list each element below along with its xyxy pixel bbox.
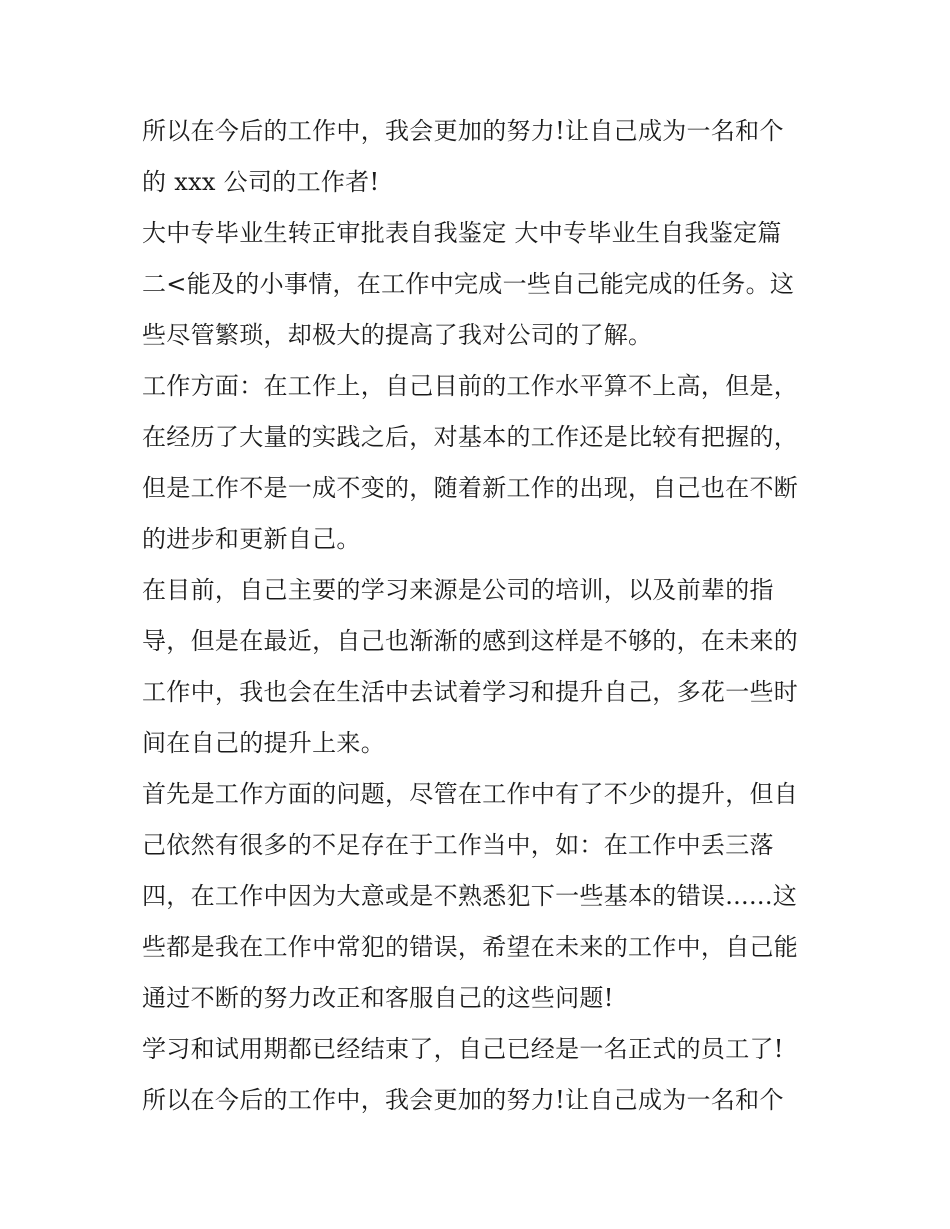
text-line: 所以在今后的工作中，我会更加的努力!让自己成为一名和个 xyxy=(142,1086,784,1114)
text-line: 的 xxx 公司的工作者! xyxy=(142,168,380,196)
text-line: 在目前，自己主要的学习来源是公司的培训，以及前辈的指 xyxy=(142,576,774,604)
text-line: 己依然有很多的不足存在于工作当中，如：在工作中丢三落 xyxy=(142,831,774,859)
text-line: 工作中，我也会在生活中去试着学习和提升自己，多花一些时 xyxy=(142,678,799,706)
text-line: 所以在今后的工作中，我会更加的努力!让自己成为一名和个 xyxy=(142,117,784,145)
text-line: 的进步和更新自己。 xyxy=(142,525,361,553)
document-body xyxy=(142,106,822,1126)
text-line: 但是工作不是一成不变的，随着新工作的出现，自己也在不断 xyxy=(142,474,799,502)
text-line: 通过不断的努力改正和客服自己的这些问题! xyxy=(142,984,614,1012)
text-line: 首先是工作方面的问题，尽管在工作中有了不少的提升，但自 xyxy=(142,780,799,808)
text-line: 工作方面：在工作上，自己目前的工作水平算不上高，但是， xyxy=(142,372,799,400)
text-line: 大中专毕业生转正审批表自我鉴定 大中专毕业生自我鉴定篇 xyxy=(142,219,782,247)
text-line: 四，在工作中因为大意或是不熟悉犯下一些基本的错误......这 xyxy=(142,882,798,910)
text-line: 二<能及的小事情，在工作中完成一些自己能完成的任务。这 xyxy=(142,270,795,298)
text-line: 在经历了大量的实践之后，对基本的工作还是比较有把握的， xyxy=(142,423,799,451)
text-line: 学习和试用期都已经结束了，自己已经是一名正式的员工了! xyxy=(142,1035,784,1063)
text-line: 导，但是在最近，自己也渐渐的感到这样是不够的，在未来的 xyxy=(142,627,799,655)
text-line: 些尽管繁琐，却极大的提高了我对公司的了解。 xyxy=(142,321,653,349)
text-line: 间在自己的提升上来。 xyxy=(142,729,385,757)
text-line: 些都是我在工作中常犯的错误，希望在未来的工作中，自己能 xyxy=(142,933,799,961)
